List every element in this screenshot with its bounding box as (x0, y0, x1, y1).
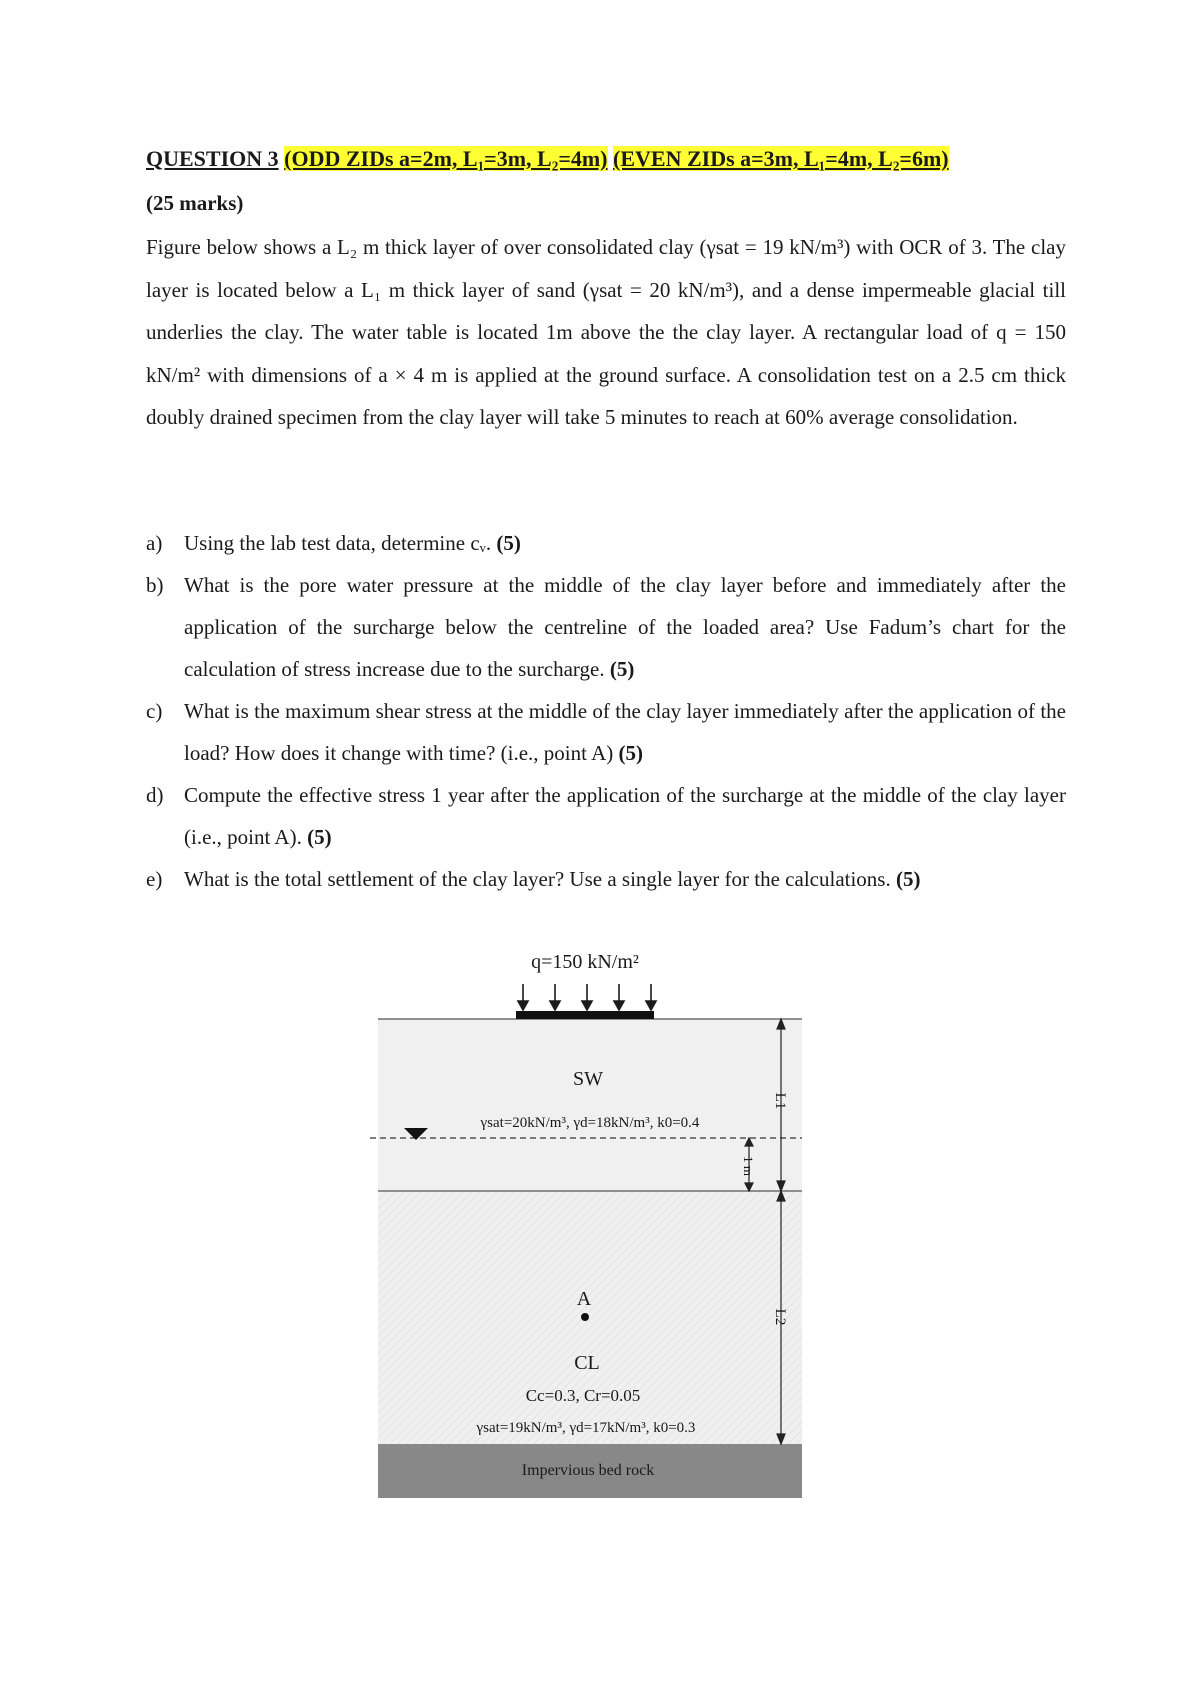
item-text: What is the total settlement of the clay layer? Use a single layer for the calculations. (184, 867, 891, 891)
question-number: QUESTION 3 (146, 146, 279, 171)
dimension-L1-label: L1 (772, 1092, 788, 1110)
total-marks: (25 marks) (146, 191, 244, 215)
item-text: What is the maximum shear stress at the middle of the clay layer immediately after the application of the load? How does it change with time? (i.e., point A) (184, 699, 1066, 765)
bedrock-label: Impervious bed rock (521, 1462, 655, 1479)
even-zid-parameters: (EVEN ZIDs a=3m, L₁=4m, L₂=6m) (613, 146, 949, 171)
point-a-marker (581, 1313, 589, 1321)
clay-properties-1: Cc=0.3, Cr=0.05 (525, 1386, 641, 1405)
point-a-label: A (576, 1288, 592, 1310)
dimension-L2-label: L2 (772, 1308, 788, 1326)
footing (516, 1011, 654, 1019)
item-text: Using the lab test data, determine cᵥ. (184, 531, 492, 555)
load-arrow-icon (614, 984, 624, 1010)
load-arrow-icon (582, 984, 592, 1010)
item-label: d) (146, 783, 164, 807)
dimension-1m-label: 1 m (741, 1156, 756, 1176)
clay-properties-2: γsat=19kN/m³, γd=17kN/m³, k0=0.3 (476, 1420, 696, 1436)
clay-layer (378, 1191, 802, 1444)
item-text: Compute the effective stress 1 year after the application of the surcharge at the middle of the clay layer (i.e., point A). (184, 783, 1066, 849)
load-label: q=150 kN/m² (531, 951, 639, 973)
item-label: b) (146, 573, 164, 597)
item-text: What is the pore water pressure at the middle of the clay layer before and immediately after the application of the surcharge below the centreline of the loaded area? Use Fadum’s chart for the calculation of stress increase due to the surcharge. (184, 573, 1066, 681)
item-marks: (5) (618, 741, 643, 765)
item-marks: (5) (307, 825, 332, 849)
clay-name: CL (574, 1352, 600, 1374)
load-arrow-icon (518, 984, 528, 1010)
sand-layer (378, 1019, 802, 1191)
item-marks: (5) (895, 867, 921, 891)
problem-statement: Figure below shows a L₂ m thick layer of over consolidated clay (γsat = 19 kN/m³) with OCR of 3. The clay layer is located below a L₁ m thick layer of sand (γsat = 20 kN/m³), and a dense impermeable glacial till underlies the clay. The water table is located 1m above the the clay layer. A rectangular load of q = 150 kN/m² with dimensions of a × 4 m is applied at the ground surface. A consolidation test on a 2.5 cm thick doubly drained specimen from the clay layer will take 5 minutes to reach at 60% average consolidation. (146, 235, 1066, 429)
sand-name: SW (573, 1068, 603, 1090)
odd-zid-parameters: (ODD ZIDs a=2m, L₁=3m, L₂=4m) (284, 146, 608, 171)
item-marks: (5) (496, 531, 521, 555)
load-arrow-icon (550, 984, 560, 1010)
item-label: e) (146, 867, 163, 891)
load-arrows (518, 984, 656, 1010)
sand-properties: γsat=20kN/m³, γd=18kN/m³, k0=0.4 (480, 1115, 700, 1131)
item-label: c) (146, 699, 163, 723)
item-marks: (5) (609, 657, 635, 681)
load-arrow-icon (646, 984, 656, 1010)
item-label: a) (146, 531, 163, 555)
